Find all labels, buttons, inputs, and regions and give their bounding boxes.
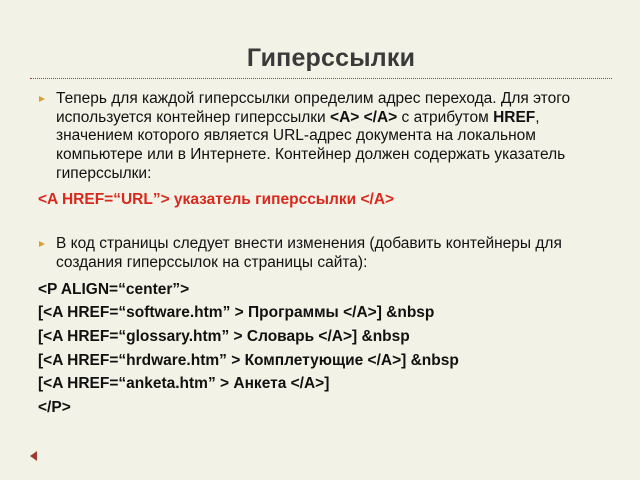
slide-title: Гиперссылки	[246, 44, 416, 72]
bullet-arrow-icon	[39, 96, 45, 102]
code-line-glossary: [<A HREF=“glossary.htm” > Словарь </A>] &nbsp	[38, 328, 410, 346]
para1-container-tag: <A> </A>	[330, 108, 398, 126]
para1-text-e: , значением которого является URL-адрес документа на локальном компьютере или в Интернете. Контейнер должен содержать указатель гиперссылки:	[56, 108, 566, 182]
previous-slide-arrow-icon[interactable]	[30, 451, 37, 461]
red-code-example: <A HREF=“URL”> указатель гиперссылки </A>	[38, 190, 395, 208]
title-divider	[30, 78, 612, 79]
para2-text: В код страницы следует внести изменения (добавить контейнеры для создания гиперссылок на страницы сайта):	[56, 235, 562, 271]
bullet-paragraph-1	[38, 90, 618, 184]
code-line-software: [<A HREF=“software.htm” > Программы </A>] &nbsp	[38, 304, 435, 322]
bullet-arrow-icon	[39, 241, 45, 247]
spacer	[38, 209, 618, 235]
slide-content	[38, 90, 618, 418]
code-line-hardware: [<A HREF=“hrdware.htm” > Комплетующие </A>] &nbsp	[38, 351, 459, 369]
para1-text-c: с атрибутом	[397, 108, 494, 126]
code-line-p-open: <P ALIGN=“center”>	[38, 280, 190, 298]
para1-href-attr: HREF	[493, 108, 536, 126]
code-line-anketa: [<A HREF=“anketa.htm” > Анкета </A>]	[38, 375, 330, 393]
code-line-p-close: </P>	[38, 399, 71, 417]
bullet-paragraph-2	[38, 235, 618, 272]
para1-text-a: Теперь для каждой гиперссылки определим адрес перехода. Для этого используется контейнер гиперссылки	[56, 90, 571, 126]
